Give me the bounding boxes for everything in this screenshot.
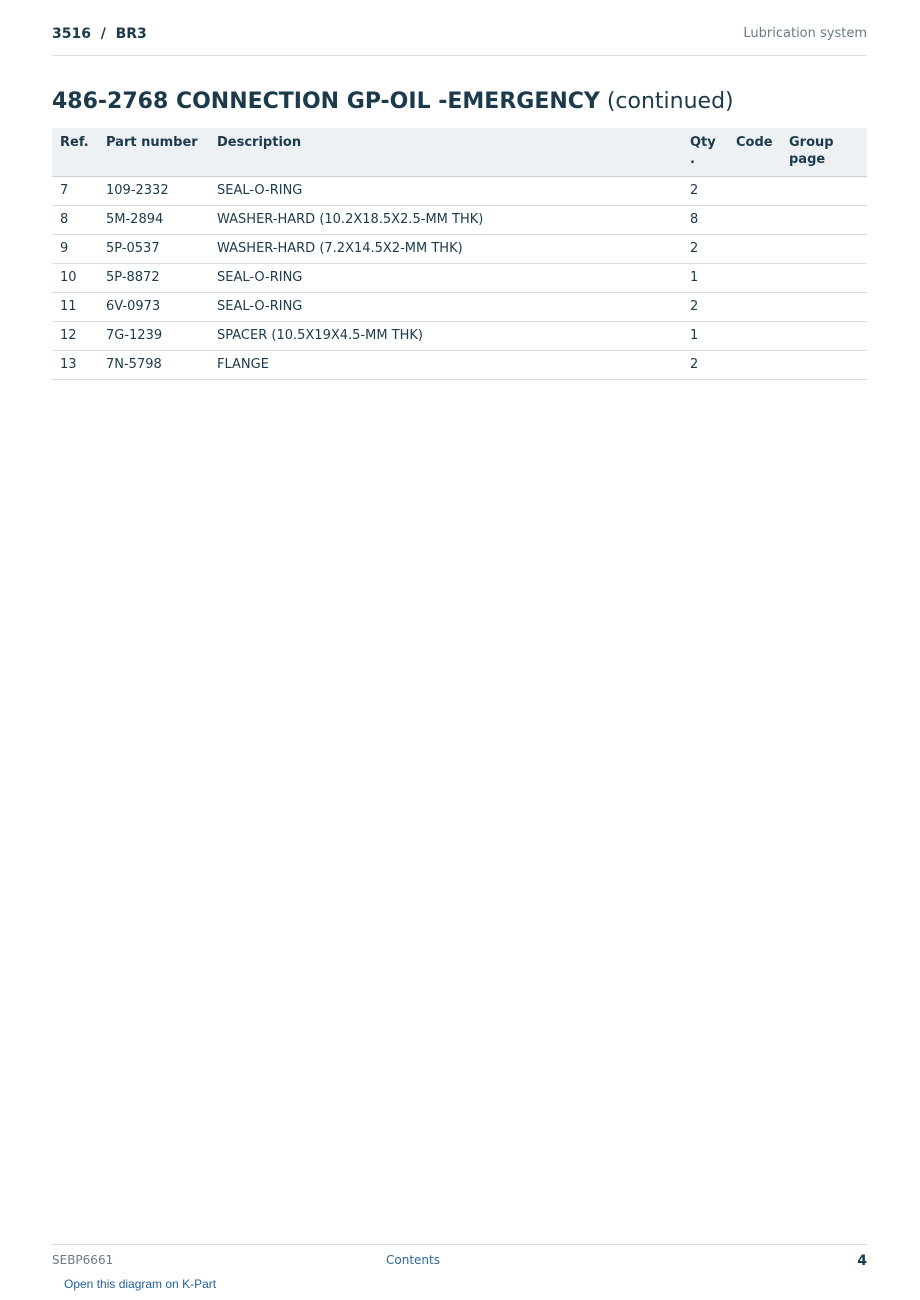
title-suffix: (continued) xyxy=(599,89,734,114)
cell-qty: 2 xyxy=(682,235,728,264)
table-row xyxy=(52,206,867,235)
cell-group-page xyxy=(781,235,867,264)
table-row xyxy=(52,264,867,293)
cell-code xyxy=(728,293,781,322)
page-header xyxy=(52,26,867,56)
cell-group-page xyxy=(781,351,867,380)
cell-qty: 2 xyxy=(682,351,728,380)
model-label: 3516 / BR3 xyxy=(52,26,147,42)
col-qty: Qty . xyxy=(682,128,728,177)
cell-part-number: 6V-0973 xyxy=(98,293,209,322)
kpart-link[interactable]: Open this diagram on K-Part xyxy=(64,1277,217,1291)
cell-qty: 2 xyxy=(682,177,728,206)
col-description: Description xyxy=(209,128,682,177)
table-row xyxy=(52,235,867,264)
cell-part-number: 7G-1239 xyxy=(98,322,209,351)
cell-ref: 11 xyxy=(52,293,98,322)
cell-description: WASHER-HARD (10.2X18.5X2.5-MM THK) xyxy=(209,206,682,235)
cell-code xyxy=(728,264,781,293)
document-id: SEBP6661 xyxy=(52,1253,114,1267)
cell-qty: 8 xyxy=(682,206,728,235)
cell-group-page xyxy=(781,177,867,206)
cell-qty: 2 xyxy=(682,293,728,322)
title-main: 486-2768 CONNECTION GP-OIL -EMERGENCY xyxy=(52,89,600,114)
cell-group-page xyxy=(781,206,867,235)
cell-group-page xyxy=(781,293,867,322)
page-title xyxy=(52,89,734,114)
cell-qty: 1 xyxy=(682,264,728,293)
table-row xyxy=(52,177,867,206)
col-part-number: Part number xyxy=(98,128,209,177)
cell-part-number: 5P-0537 xyxy=(98,235,209,264)
cell-ref: 10 xyxy=(52,264,98,293)
page-number: 4 xyxy=(857,1253,867,1269)
parts-table xyxy=(52,128,867,380)
table-row xyxy=(52,322,867,351)
col-ref: Ref. xyxy=(52,128,98,177)
cell-code xyxy=(728,351,781,380)
cell-code xyxy=(728,177,781,206)
cell-part-number: 5M-2894 xyxy=(98,206,209,235)
cell-description: SPACER (10.5X19X4.5-MM THK) xyxy=(209,322,682,351)
cell-description: SEAL-O-RING xyxy=(209,264,682,293)
cell-description: SEAL-O-RING xyxy=(209,177,682,206)
cell-ref: 8 xyxy=(52,206,98,235)
cell-code xyxy=(728,235,781,264)
cell-description: SEAL-O-RING xyxy=(209,293,682,322)
col-group-page: Group page xyxy=(781,128,867,177)
cell-part-number: 7N-5798 xyxy=(98,351,209,380)
cell-ref: 7 xyxy=(52,177,98,206)
table-row xyxy=(52,351,867,380)
cell-ref: 13 xyxy=(52,351,98,380)
col-code: Code xyxy=(728,128,781,177)
table-body xyxy=(52,177,867,380)
cell-group-page xyxy=(781,322,867,351)
cell-group-page xyxy=(781,264,867,293)
cell-ref: 12 xyxy=(52,322,98,351)
cell-part-number: 109-2332 xyxy=(98,177,209,206)
contents-link[interactable]: Contents xyxy=(386,1253,440,1267)
table-row xyxy=(52,293,867,322)
cell-ref: 9 xyxy=(52,235,98,264)
cell-part-number: 5P-8872 xyxy=(98,264,209,293)
cell-qty: 1 xyxy=(682,322,728,351)
cell-description: WASHER-HARD (7.2X14.5X2-MM THK) xyxy=(209,235,682,264)
cell-code xyxy=(728,322,781,351)
footer-divider xyxy=(52,1244,867,1245)
cell-description: FLANGE xyxy=(209,351,682,380)
table-header xyxy=(52,128,867,177)
cell-code xyxy=(728,206,781,235)
section-label: Lubrication system xyxy=(743,26,867,41)
